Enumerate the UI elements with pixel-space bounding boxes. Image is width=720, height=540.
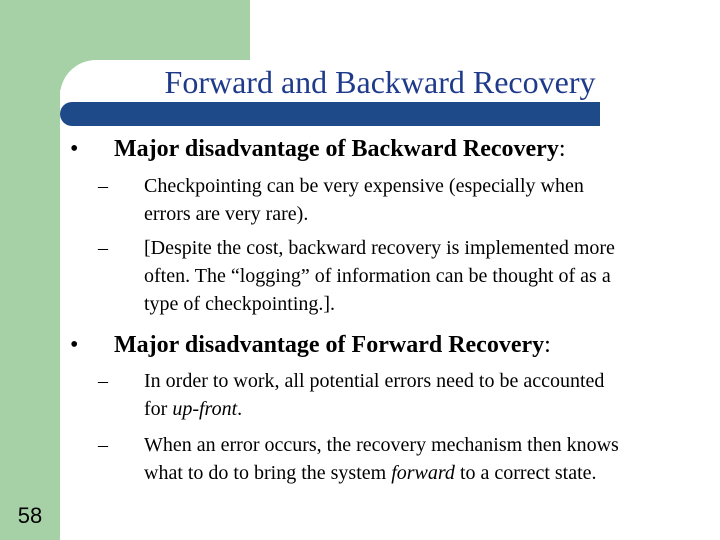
dash-marker: – (98, 237, 108, 259)
bullet-label: Major disadvantage of Backward Recovery (114, 136, 559, 162)
subitem-text (144, 234, 714, 318)
text-run: for (144, 398, 173, 420)
bullet-label: Major disadvantage of Forward Recovery (114, 332, 545, 358)
subitem-line: [Despite the cost, backward recovery is implemented more (144, 237, 615, 259)
subitem-line: type of checkpointing.]. (144, 293, 336, 315)
bullet-text (114, 135, 566, 163)
bullet-suffix: : (544, 332, 551, 358)
bullet-marker: • (70, 136, 79, 162)
subitem-line: Checkpointing can be very expensive (especially when (144, 175, 584, 197)
dash-marker: – (98, 370, 108, 392)
subitem-text (144, 431, 714, 487)
dash-marker: – (98, 434, 108, 456)
subitem-text (144, 172, 714, 228)
text-run: what to do to bring the system (144, 462, 392, 484)
subitem-line: When an error occurs, the recovery mechanism then knows (144, 434, 619, 456)
text-run: to a correct state. (454, 462, 597, 484)
text-run: . (237, 398, 243, 420)
bullet-marker: • (70, 332, 79, 358)
dash-marker: – (98, 175, 108, 197)
subitem-line: In order to work, all potential errors need to be accounted (144, 370, 605, 392)
slide-title: Forward and Backward Recovery (164, 64, 596, 100)
subitem-line (144, 395, 714, 423)
subitem-line (144, 459, 714, 487)
bullet-text (114, 331, 551, 359)
emphasis-text: forward (391, 462, 455, 484)
slide-number: 58 (17, 503, 43, 528)
subitem-text (144, 367, 714, 423)
bullet-suffix: : (558, 136, 566, 162)
subitem-line: often. The “logging” of information can be thought of as a (144, 265, 611, 287)
subitem-line: errors are very rare). (144, 203, 309, 225)
title-underline-bar (60, 102, 600, 126)
emphasis-text: up-front (172, 398, 238, 420)
